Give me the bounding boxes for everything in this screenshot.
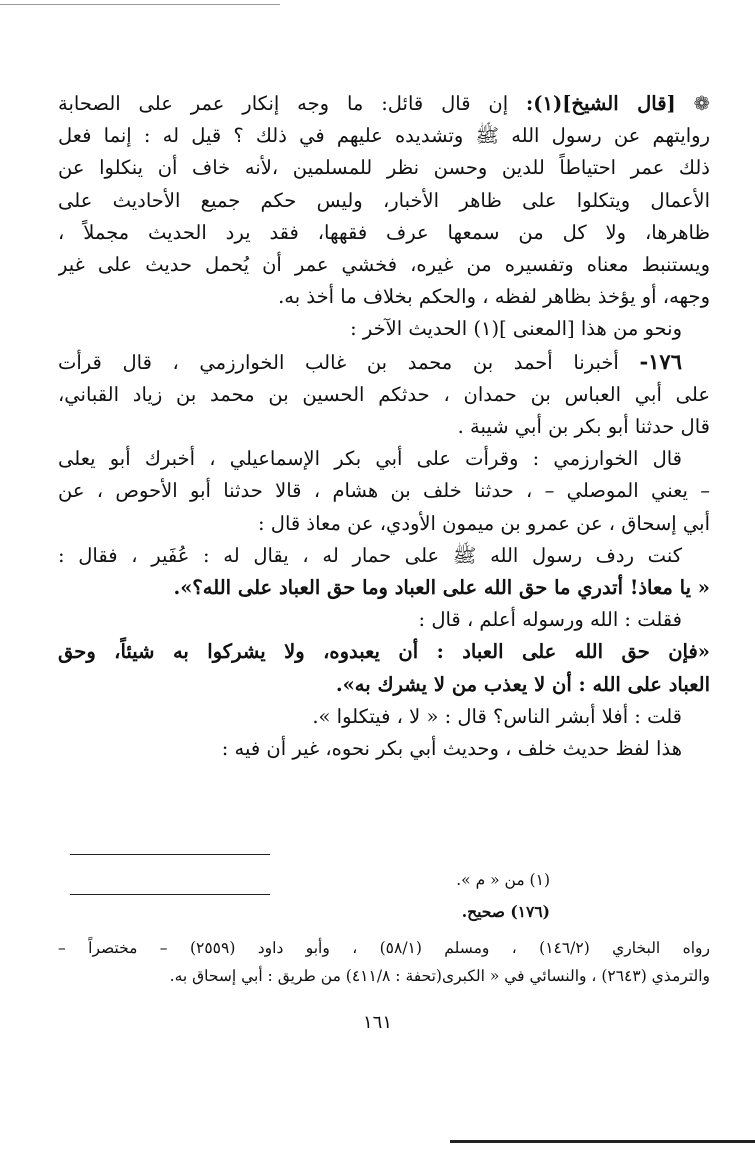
narration-line: قلت : أفلا أبشر الناس؟ قال : « لا ، فيتكلوا ». (312, 704, 682, 728)
bottom-rule (450, 1140, 755, 1143)
chain-line: أبي إسحاق ، عن عمرو بن ميمون الأودي، عن معاذ قال : (258, 511, 710, 535)
paragraph-1-line: ظاهرها، ولا كل من سمعها عرف فقهها، فقد يرد الحديث مجملاً ، (58, 220, 710, 244)
paragraph-1-line: ذلك عمر احتياطاً للدين وحسن نظر للمسلمين ،لأنه خاف أن ينكلوا عن (58, 156, 710, 180)
chain-line: قال الخوارزمي : وقرأت على أبي بكر الإسماعيلي ، أخبرك أبو يعلى (58, 447, 682, 471)
flower-marker-icon: ❁ (693, 92, 710, 115)
chain-line: – يعني الموصلي – ، حدثنا خلف بن هشام ، قالا حدثنا أبو الأحوص ، عن (58, 479, 710, 503)
narration-line: فقلت : الله ورسوله أعلم ، قال : (418, 608, 682, 632)
paragraph-1-line-1 (58, 88, 710, 120)
footnote-refs-line: رواه البخاري (١٤٦/٢) ، ومسلم (٥٨/١) ، وأبو داود (٢٥٥٩) – مختصراً – (58, 939, 710, 957)
paragraph-1-text: إن قال قائل: ما وجه إنكار عمر على الصحابة (58, 92, 509, 115)
paragraph-1-line: الأعمال ويتكلوا على ظاهر الأخبار، وليس حكم جميع الأحاديث على (58, 188, 710, 212)
hadith-line: على أبي العباس بن حمدان ، حدثكم الحسين بن محمد بن زياد القباني، (58, 382, 710, 406)
paragraph-1-line: وجهه، أو يؤخذ بظاهر لفظه ، والحكم بخلاف ما أخذ به. (278, 285, 710, 309)
page-body (58, 88, 710, 765)
footnote-refs-line: والترمذي (٢٦٤٣) ، والنسائي في « الكبرى(تحفة : ٤١١/٨) من طريق : أبي إسحاق به. (169, 967, 710, 985)
paragraph-1-line: روايتهم عن رسول الله ﷺ وتشديده عليهم في ذلك ؟ قيل له : إنما فعل (58, 124, 710, 148)
page-number: ١٦١ (362, 1012, 392, 1033)
prophet-quote-line: العباد على الله : أن لا يعذب من لا يشرك به». (335, 672, 710, 696)
narration-line: كنت ردف رسول الله ﷺ على حمار له ، يقال له : عُفَير ، فقال : (58, 543, 682, 567)
footnote-separator (70, 854, 270, 855)
paragraph-1-line: ويستنبط معناه وتفسيره من غيره، فخشي عمر أن يُحمل حديث على غير (58, 253, 710, 277)
prophet-quote-line: « يا معاذ! أتدري ما حق الله على العباد وما حق العباد على الله؟». (173, 576, 710, 600)
hadith-number: ١٧٦- (639, 348, 682, 374)
hadith-line-1 (58, 346, 710, 379)
prophet-quote-line: «فإن حق الله على العباد : أن يعبدوه، ولا يشركوا به شيئاً، وحق (58, 640, 710, 664)
intro-line: ونحو من هذا [المعنى ](١) الحديث الآخر : (350, 317, 682, 341)
footnote-1: (١) من « م ». (456, 871, 550, 889)
footnote-separator-2 (70, 894, 270, 895)
speaker-heading: [قال الشيخ](١): (526, 92, 676, 115)
top-rule (0, 4, 280, 5)
hadith-line: قال حدثنا أبو بكر بن أبي شيبة . (457, 415, 710, 439)
narration-line: هذا لفظ حديث خلف ، وحديث أبي بكر نحوه، غير أن فيه : (221, 737, 682, 761)
hadith-text: أخبرنا أحمد بن محمد بن غالب الخوارزمي ، قال قرأت (58, 350, 619, 374)
footnote-grade: (١٧٦) صحيح. (461, 902, 550, 921)
